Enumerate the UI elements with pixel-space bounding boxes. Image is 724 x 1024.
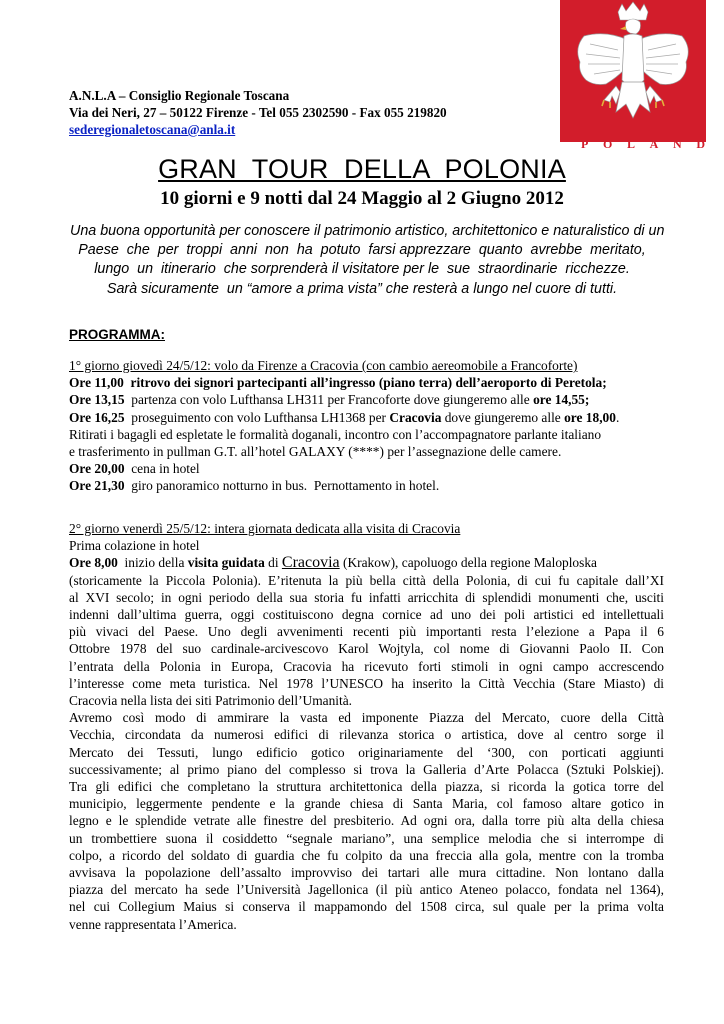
intro-line: lungo un itinerario che sorprenderà il visitatore per le sue straordinarie ricchezze. — [94, 261, 630, 278]
line-text: . — [615, 409, 620, 425]
day2-line: un trombettiere suona il cosiddetto “segnale mariano”, una semplice melodia che si interrompe di — [69, 830, 664, 846]
day1-line — [69, 374, 664, 391]
city-name: Cracovia — [281, 554, 340, 572]
day1-section — [69, 357, 664, 495]
poland-letter: N — [673, 137, 682, 151]
day2-line: Ottobre 1978 del suo cardinale-arcivescovo Karol Wojtyla, col nome di Giovanni Paolo II. Con — [69, 641, 664, 657]
line-text: giro panoramico notturno in bus. Pernottamento in hotel. — [124, 478, 440, 494]
day1-line: Ritirati i bagagli ed espletate le formalità doganali, incontro con l’accompagnatore parlante italiano — [69, 426, 602, 442]
time-label: Ore 21,30 — [69, 478, 125, 494]
day2-line: Vecchia, circondata da numerosi edifici di rilevanza storica o artistica, dove al centro sorge il — [69, 727, 664, 743]
time-label: Ore 8,00 — [69, 555, 118, 571]
day2-line: venne rappresentata l’America. — [69, 916, 237, 932]
poland-caption — [581, 137, 705, 152]
day2-line: indenni dall’ultima guerra, oggi costituiscono degna cornice ad uno dei poli artistici ed intellettuali — [69, 607, 664, 623]
line-text: dove giungeremo alle — [441, 409, 565, 425]
day2-line — [69, 554, 664, 571]
intro-line: Sarà sicuramente un “amore a prima vista” che resterà a lungo nel cuore di tutti. — [106, 280, 618, 297]
organization-header — [69, 87, 447, 138]
day1-line — [69, 391, 664, 408]
day1-heading: 1° giorno giovedì 24/5/12: volo da Firenze a Cracovia (con cambio aereomobile a Francoforte) — [69, 358, 578, 373]
poland-letter: D — [696, 137, 705, 151]
line-text: inizio della — [117, 555, 188, 571]
day2-line: l’interesse come meta turistica. Nel 1978 l’UNESCO ha inserito la Città Vecchia (Stare Miasto) di — [69, 675, 664, 691]
day2-line: nel cui Collegium Maius si conserva il mappamondo del 1508 circa, sul quale per la prima volta — [69, 899, 664, 915]
day2-line: Mercato dei Tessuti, lungo edificio gotico originariamente del ‘300, con porticati aggiunti — [69, 744, 664, 760]
poland-letter: A — [649, 137, 659, 151]
day1-line: e trasferimento in pullman G.T. all’hotel GALAXY (****) per l’assegnazione delle camere. — [69, 444, 562, 460]
day2-breakfast: Prima colazione in hotel — [69, 538, 200, 554]
document-title: GRAN TOUR DELLA POLONIA — [158, 154, 566, 184]
line-text-bold: ore 14,55; — [533, 392, 590, 408]
day2-line: avvisava la popolazione dell’assalto improvviso dei tartari alle mura cittadine. Non lontano dalla — [69, 865, 664, 881]
organization-address: Via dei Neri, 27 – 50122 Firenze - Tel 055 2302590 - Fax 055 219820 — [69, 105, 447, 120]
line-text-bold: visita guidata — [187, 555, 265, 571]
day2-line: al XVI secolo; in ogni periodo della sua storia fu infatti arricchita di splendidi monumenti che, usciti — [69, 589, 664, 605]
poland-letter: O — [603, 137, 613, 151]
programma-heading: PROGRAMMA: — [69, 327, 165, 342]
day1-line — [69, 477, 664, 494]
organization-email-link[interactable]: sederegionaletoscana@anla.it — [69, 122, 236, 137]
day2-line: Tra gli edifici che completano la struttura architettonica della piazza, si ricorda la gotica torre del — [69, 779, 664, 795]
line-text: partenza con volo Lufthansa LH311 per Francoforte dove giungeremo alle — [124, 392, 534, 408]
day1-line — [69, 460, 664, 477]
line-text: ritrovo dei signori partecipanti all’ingresso (piano terra) dell’aeroporto di Peretola; — [123, 375, 607, 391]
day1-line — [69, 409, 664, 426]
line-text: proseguimento con volo Lufthansa LH1368 per — [124, 409, 390, 425]
poland-letter: P — [581, 137, 589, 151]
time-label: Ore 11,00 — [69, 375, 124, 391]
day2-section — [69, 520, 664, 933]
intro-line: Paese che per troppi anni non ha potuto farsi apprezzare quanto avrebbe meritato, — [78, 242, 646, 259]
intro-line: Una buona opportunità per conoscere il patrimonio artistico, architettonico e naturalistico di un — [70, 223, 665, 239]
intro-paragraph — [70, 222, 665, 299]
day2-heading: 2° giorno venerdì 25/5/12: intera giornata dedicata alla visita di Cracovia — [69, 521, 461, 536]
time-label: Ore 20,00 — [69, 461, 125, 477]
day2-line: municipio, leggermente pendente e la grande chiesa di Santa Maria, col famoso altare gotico in — [69, 796, 664, 812]
line-text: di — [264, 555, 282, 571]
line-text: (Krakow), capoluogo della regione Maloploska — [339, 555, 597, 571]
day2-line: legno e le splendide vetrate alle finestre del presbiterio. Ad ogni ora, dalla torre più alta della chiesa — [69, 813, 664, 829]
polish-eagle-icon — [560, 0, 706, 142]
day2-line: Avremo così modo di ammirare la vasta ed imponente Piazza del Mercato, cuore della Città — [69, 710, 664, 726]
city-name: Cracovia — [389, 409, 442, 425]
organization-name: A.N.L.A – Consiglio Regionale Toscana — [69, 88, 290, 103]
time-label: Ore 16,25 — [69, 409, 125, 425]
day2-line: piazza del mercato ha sede l’Università Jagellonica (il più antico Ateneo polacco, fondata nel 1364), — [69, 882, 664, 898]
poland-letter: L — [627, 137, 636, 151]
line-text: cena in hotel — [124, 461, 200, 477]
line-text-bold: ore 18,00 — [564, 409, 616, 425]
day2-line: più vivaci del Paese. Uno degli avvenimenti recenti più importanti resta l’elezione a Papa il 6 — [69, 624, 664, 640]
day2-line: colpo, a ricordo del soldato di guardia che fu colpito da una freccia alla gola, mentre con la tromba — [69, 847, 664, 863]
day2-line: (storicamente la Piccola Polonia). E’ritenuta la più bella città della Polonia, di cui fu capitale dall’XI — [69, 572, 664, 588]
time-label: Ore 13,15 — [69, 392, 125, 408]
document-subtitle: 10 giorni e 9 notti dal 24 Maggio al 2 Giugno 2012 — [160, 188, 564, 209]
day2-line: Cracovia nella lista dei siti Patrimonio dell’Umanità. — [69, 693, 352, 709]
day2-line: l’entrata della Polonia in Europa, Cracovia ha ricevuto forti stimoli in ogni campo accrescendo — [69, 658, 664, 674]
day2-line: successivamente; al primo piano del complesso si trova la Galleria d’Arte Polacca (Sztuki Polskiej). — [69, 761, 664, 777]
